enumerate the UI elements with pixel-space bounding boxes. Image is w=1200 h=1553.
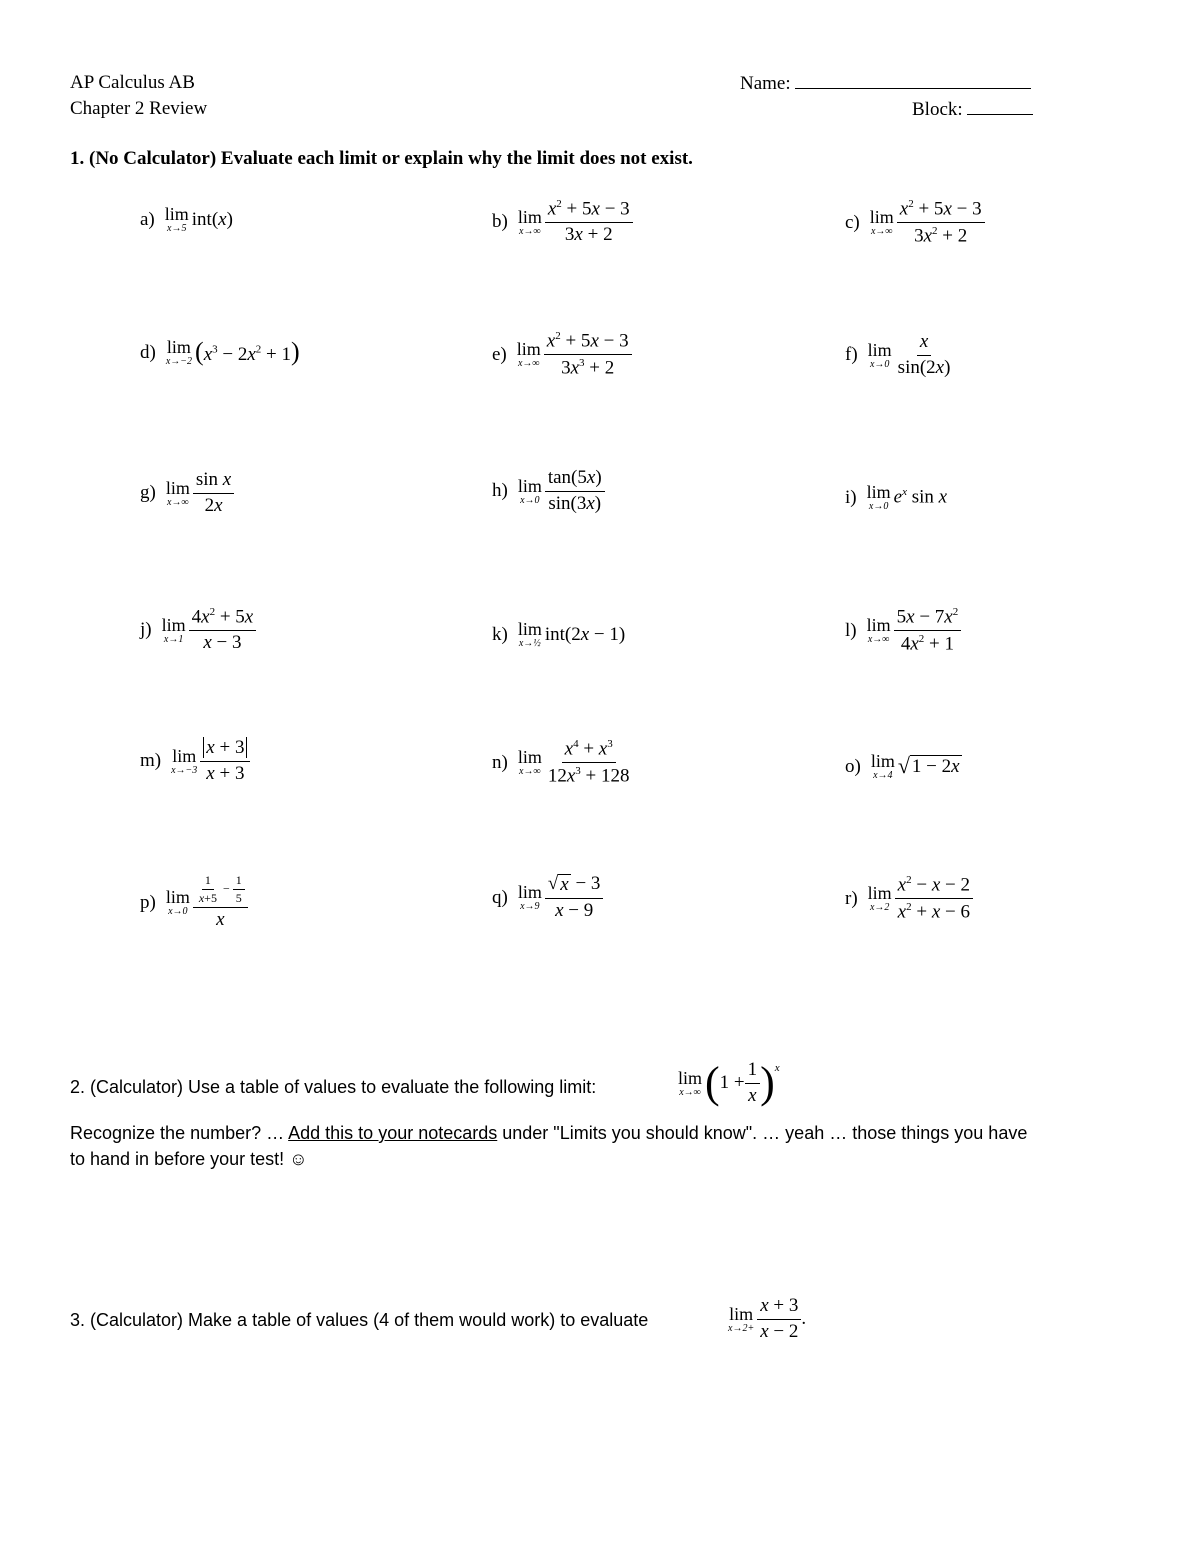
lim-operator: lim x→∞ bbox=[517, 206, 542, 237]
problem-o: o) lim x→4 √ 1 − 2x bbox=[845, 751, 960, 781]
chapter-title: Chapter 2 Review bbox=[70, 98, 208, 119]
lim-operator: lim x→∞ bbox=[869, 207, 894, 238]
problem-label: q) bbox=[492, 886, 508, 908]
lim-operator: lim x→1 bbox=[161, 614, 186, 645]
problem-l: l) lim x→∞ $\frac{5x - 7x^2}{4x^2 + 1}$ bbox=[845, 606, 961, 655]
lim-operator: lim x→0 bbox=[866, 482, 891, 512]
problem-label: f) bbox=[845, 344, 858, 366]
problem-q: q) lim x→9 √ x − 3 x − 9 bbox=[492, 874, 603, 922]
problem-c: c) lim x→∞ $\frac{x^2 + 5x - 3}{3x^2 + 2}$ bbox=[845, 198, 985, 247]
problem-n: n) lim x→∞ $\frac{x^4 + x^3}{12x^3 + 128}$ bbox=[492, 738, 630, 787]
problem-label: g) bbox=[140, 482, 156, 504]
lim-operator: lim x→0 bbox=[517, 475, 542, 506]
problem-label: a) bbox=[140, 208, 155, 230]
problem-f: f) lim x→0 $\frac{x}{\sin(2x)}$ bbox=[845, 331, 951, 378]
problem-p: p) lim x→0 $\frac{1}{x+5}$ − $\frac{1}{5}$ x bbox=[140, 874, 248, 931]
block-blank bbox=[967, 98, 1033, 115]
problem-r: r) lim x→2 $\frac{x^2 - x - 2}{x^2 + x - 6}$ bbox=[845, 874, 973, 923]
lim-operator: lim x→∞ bbox=[517, 747, 542, 778]
lim-operator: lim x→9 bbox=[517, 882, 542, 913]
q2-text-a: Recognize the number? … bbox=[70, 1123, 289, 1143]
block-label: Block: bbox=[912, 99, 963, 120]
problem-label: b) bbox=[492, 211, 508, 233]
question-3-limit: lim x→2+ $\frac{x + 3}{x - 2}$ . bbox=[728, 1295, 807, 1342]
problem-label: n) bbox=[492, 751, 508, 773]
problem-label: r) bbox=[845, 887, 858, 909]
question-2-prompt: 2. (Calculator) Use a table of values to evaluate the following limit: bbox=[70, 1077, 597, 1097]
problem-label: l) bbox=[845, 619, 857, 641]
problem-label: k) bbox=[492, 623, 508, 645]
question-2-line2 bbox=[70, 1123, 1027, 1144]
lim-operator: lim x→0 bbox=[165, 887, 190, 918]
problem-label: p) bbox=[140, 891, 156, 913]
name-blank bbox=[795, 72, 1031, 89]
problem-label: d) bbox=[140, 341, 156, 363]
problem-k: k) lim x→½ int(2x − 1) bbox=[492, 619, 626, 649]
lim-operator: lim x→−2 bbox=[165, 337, 193, 367]
problem-e: e) lim x→∞ $\frac{x^2 + 5x - 3}{3x^3 + 2}$ bbox=[492, 330, 632, 379]
problem-b: b) lim x→∞ $\frac{x^2 + 5x - 3}{3x + 2}$ bbox=[492, 198, 633, 246]
problem-g: g) lim x→∞ $\frac{\text{sin x}}{2x}$ bbox=[140, 470, 234, 517]
lim-operator: lim x→0 bbox=[867, 339, 892, 370]
lim-operator: lim x→2+ bbox=[728, 1303, 755, 1334]
q2-text-b: under "Limits you should know". … yeah … those things you have bbox=[497, 1123, 1028, 1143]
block-field bbox=[912, 98, 1033, 121]
lim-operator: lim x→4 bbox=[870, 751, 895, 781]
problem-d: d) lim x→−2 $(x^3 - 2x^2 + 1)$ bbox=[140, 337, 300, 367]
problem-h: h) lim x→0 $\frac{\tan(5x)}{\sin(3x)}$ bbox=[492, 468, 605, 515]
problem-a: a) lim x→5 int(x) bbox=[140, 204, 233, 234]
problem-i: i) lim x→0 $e^x$ sin x bbox=[845, 482, 948, 512]
question-2-limit: lim x→∞ ( 1 + $\frac{1}{x}$ ) $^x$ bbox=[678, 1058, 780, 1108]
q2-underlined-text: Add this to your notecards bbox=[288, 1123, 498, 1143]
lim-operator: lim x→∞ bbox=[165, 477, 190, 508]
problem-m: m) lim x→−3 $\frac{x + 3}{x + 3}$ bbox=[140, 738, 250, 785]
name-label: Name: bbox=[740, 73, 791, 94]
lim-operator: lim x→2 bbox=[867, 883, 892, 914]
question-3-prompt: 3. (Calculator) Make a table of values (4 of them would work) to evaluate bbox=[70, 1310, 649, 1330]
lim-operator: lim x→½ bbox=[517, 619, 542, 649]
problem-j: j) lim x→1 $\frac{4x^2 + 5x}{x - 3}$ bbox=[140, 606, 256, 654]
problem-label: i) bbox=[845, 486, 857, 508]
course-title: AP Calculus AB bbox=[70, 72, 195, 93]
lim-operator: lim x→−3 bbox=[171, 745, 198, 776]
problem-label: h) bbox=[492, 480, 508, 502]
lim-operator: lim x→5 bbox=[164, 204, 189, 234]
problem-label: c) bbox=[845, 211, 860, 233]
problem-label: m) bbox=[140, 750, 162, 772]
problem-label: j) bbox=[140, 619, 152, 641]
question-2-line3: to hand in before your test! ☺ bbox=[70, 1149, 308, 1169]
lim-operator: lim x→∞ bbox=[866, 615, 891, 646]
question-1-title: 1. (No Calculator) Evaluate each limit or explain why the limit does not exist. bbox=[70, 148, 693, 169]
problem-label: e) bbox=[492, 343, 507, 365]
lim-operator: lim x→∞ bbox=[678, 1067, 703, 1098]
problem-label: o) bbox=[845, 755, 861, 777]
lim-operator: lim x→∞ bbox=[516, 339, 541, 370]
name-field bbox=[740, 72, 1031, 95]
